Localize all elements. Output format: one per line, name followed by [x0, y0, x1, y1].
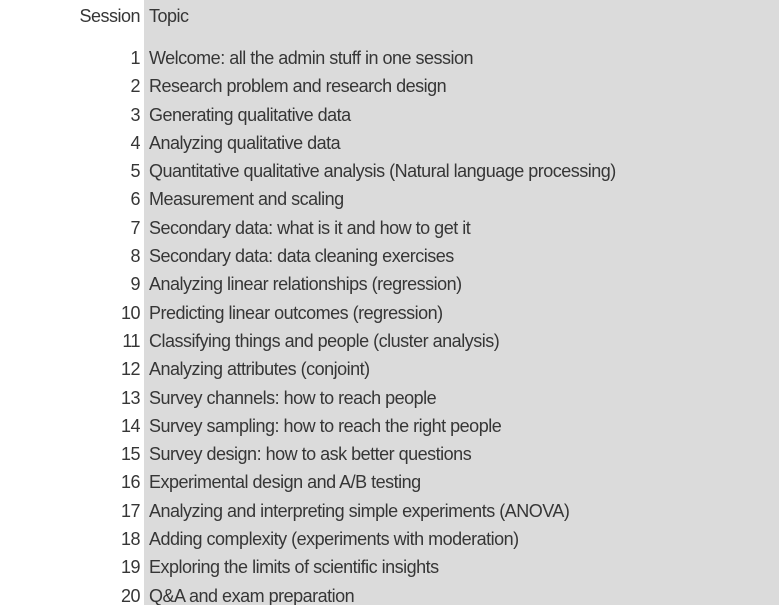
session-cell: 1 — [0, 44, 144, 72]
table-row — [0, 582, 779, 605]
topic-cell: Survey sampling: how to reach the right people — [144, 412, 779, 440]
session-cell: 5 — [0, 157, 144, 185]
session-cell: 11 — [0, 327, 144, 355]
topic-cell: Analyzing linear relationships (regression) — [144, 270, 779, 298]
session-cell: 14 — [0, 412, 144, 440]
table-row — [0, 157, 779, 185]
topic-cell: Predicting linear outcomes (regression) — [144, 299, 779, 327]
topic-cell: Secondary data: data cleaning exercises — [144, 242, 779, 270]
topic-cell: Welcome: all the admin stuff in one session — [144, 44, 779, 72]
topic-cell: Secondary data: what is it and how to get it — [144, 214, 779, 242]
table-row — [0, 270, 779, 298]
topic-cell: Analyzing qualitative data — [144, 129, 779, 157]
table-row — [0, 242, 779, 270]
table-row — [0, 497, 779, 525]
table-row — [0, 299, 779, 327]
topic-cell: Analyzing and interpreting simple experiments (ANOVA) — [144, 497, 779, 525]
topic-cell: Exploring the limits of scientific insights — [144, 553, 779, 581]
topic-cell: Experimental design and A/B testing — [144, 468, 779, 496]
table-row — [0, 412, 779, 440]
table-row — [0, 384, 779, 412]
topic-cell: Adding complexity (experiments with moderation) — [144, 525, 779, 553]
topic-cell: Survey channels: how to reach people — [144, 384, 779, 412]
session-cell: 10 — [0, 299, 144, 327]
session-cell: 15 — [0, 440, 144, 468]
table-row — [0, 44, 779, 72]
session-cell: 12 — [0, 355, 144, 383]
topic-cell: Survey design: how to ask better questions — [144, 440, 779, 468]
session-cell: 6 — [0, 185, 144, 213]
table-row — [0, 185, 779, 213]
session-cell: 16 — [0, 468, 144, 496]
session-column-header: Session — [0, 0, 144, 44]
table-row — [0, 214, 779, 242]
session-cell: 19 — [0, 553, 144, 581]
session-cell: 17 — [0, 497, 144, 525]
table-row — [0, 525, 779, 553]
table-row — [0, 355, 779, 383]
table-row — [0, 440, 779, 468]
session-cell: 20 — [0, 582, 144, 605]
topic-cell: Analyzing attributes (conjoint) — [144, 355, 779, 383]
table-row — [0, 553, 779, 581]
topic-cell: Research problem and research design — [144, 72, 779, 100]
table-row — [0, 101, 779, 129]
topic-cell: Classifying things and people (cluster analysis) — [144, 327, 779, 355]
session-cell: 2 — [0, 72, 144, 100]
session-cell: 18 — [0, 525, 144, 553]
topic-cell: Measurement and scaling — [144, 185, 779, 213]
session-cell: 9 — [0, 270, 144, 298]
session-cell: 7 — [0, 214, 144, 242]
topic-cell: Q&A and exam preparation — [144, 582, 779, 605]
topic-cell: Generating qualitative data — [144, 101, 779, 129]
table-header-row — [0, 0, 779, 44]
table-row — [0, 468, 779, 496]
session-cell: 8 — [0, 242, 144, 270]
session-cell: 4 — [0, 129, 144, 157]
table-row — [0, 327, 779, 355]
session-cell: 3 — [0, 101, 144, 129]
table-row — [0, 72, 779, 100]
session-cell: 13 — [0, 384, 144, 412]
table-row — [0, 129, 779, 157]
topic-column-header: Topic — [144, 0, 779, 44]
topic-cell: Quantitative qualitative analysis (Natural language processing) — [144, 157, 779, 185]
